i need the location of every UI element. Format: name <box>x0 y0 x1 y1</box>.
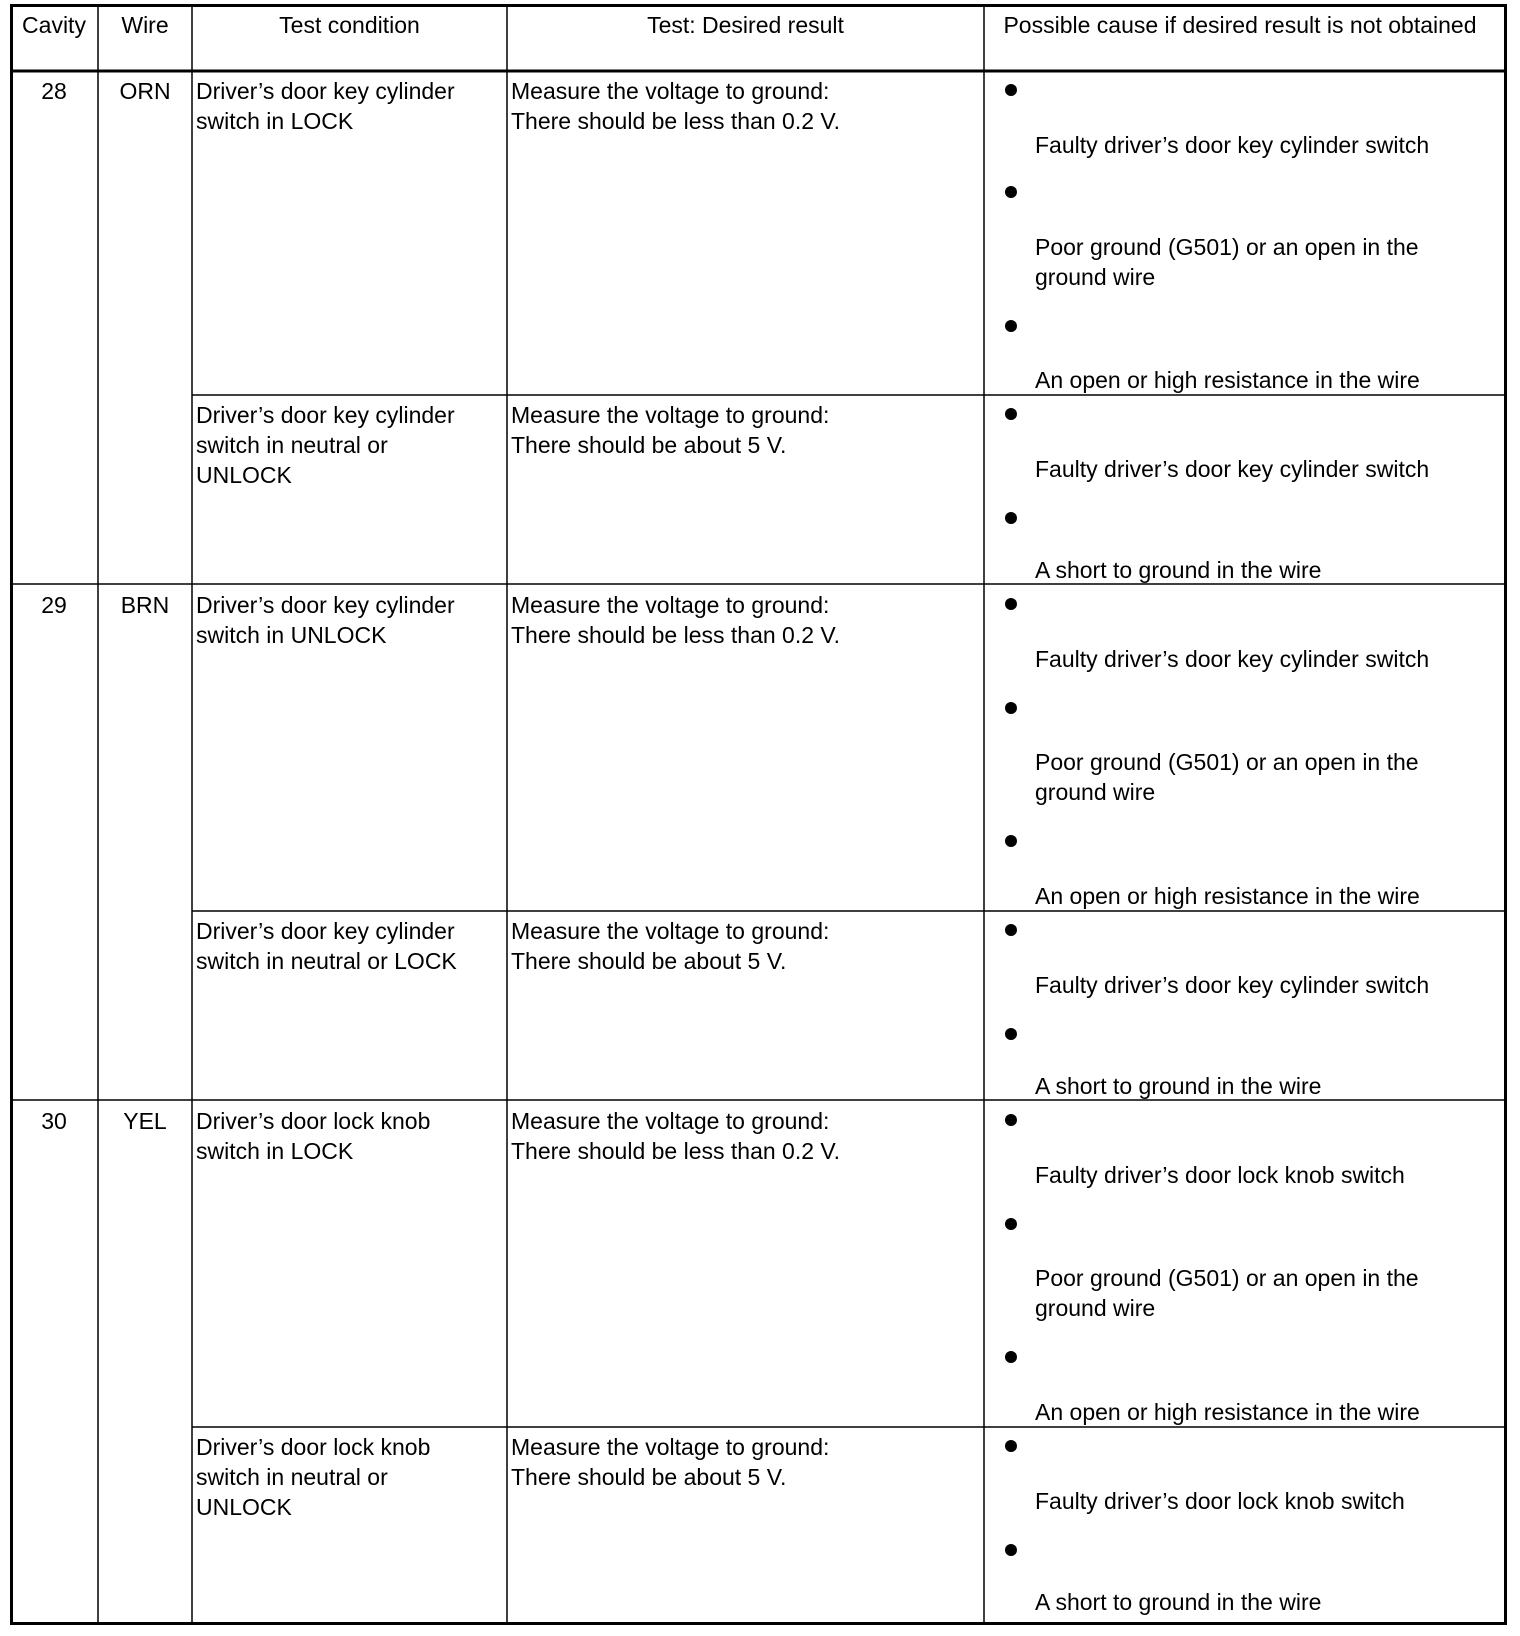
cause-item: An open or high resistance in the wire <box>1035 1399 1420 1425</box>
diagnostic-table <box>10 4 1507 1625</box>
cause-item: A short to ground in the wire <box>1035 1073 1322 1099</box>
bullet-icon <box>1005 84 1017 96</box>
bullet-icon <box>1005 702 1017 714</box>
bullet-icon <box>1005 512 1017 524</box>
wire-cell: BRN <box>120 592 170 618</box>
desired-result-cell: Measure the voltage to ground: There should be less than 0.2 V. <box>511 1108 841 1164</box>
bullet-icon <box>1005 1440 1017 1452</box>
test-condition-cell: Driver’s door key cylinder switch in UNLOCK <box>196 592 455 648</box>
bullet-icon <box>1005 1544 1017 1556</box>
cause-item: Faulty driver’s door lock knob switch <box>1035 1488 1405 1514</box>
cause-item: Faulty driver’s door key cylinder switch <box>1035 456 1430 482</box>
desired-result-cell: Measure the voltage to ground: There should be less than 0.2 V. <box>511 78 841 134</box>
header-cavity: Cavity <box>22 12 86 38</box>
bullet-icon <box>1005 1028 1017 1040</box>
bullet-icon <box>1005 1114 1017 1126</box>
bullet-icon <box>1005 1351 1017 1363</box>
wire-cell: ORN <box>119 78 171 104</box>
cavity-cell: 28 <box>41 78 67 104</box>
header-test-condition: Test condition <box>279 12 420 38</box>
bullet-icon <box>1005 186 1017 198</box>
bullet-icon <box>1005 598 1017 610</box>
header-possible-cause: Possible cause if desired result is not obtained <box>1003 12 1477 38</box>
cause-item: Faulty driver’s door key cylinder switch <box>1035 972 1430 998</box>
header-desired-result: Test: Desired result <box>647 12 844 38</box>
cavity-cell: 29 <box>41 592 67 618</box>
cause-item: Poor ground (G501) or an open in the ground wire <box>1035 1265 1419 1321</box>
desired-result-cell: Measure the voltage to ground: There should be about 5 V. <box>511 1434 830 1490</box>
test-condition-cell: Driver’s door key cylinder switch in neutral or UNLOCK <box>196 402 455 488</box>
cause-item: Faulty driver’s door lock knob switch <box>1035 1162 1405 1188</box>
cause-item: Poor ground (G501) or an open in the ground wire <box>1035 749 1419 805</box>
cavity-cell: 30 <box>41 1108 67 1134</box>
test-condition-cell: Driver’s door lock knob switch in LOCK <box>196 1108 431 1164</box>
cause-item: A short to ground in the wire <box>1035 1589 1322 1615</box>
cause-item: An open or high resistance in the wire <box>1035 883 1420 909</box>
wire-cell: YEL <box>123 1108 167 1134</box>
test-condition-cell: Driver’s door key cylinder switch in neutral or LOCK <box>196 918 457 974</box>
header-wire: Wire <box>121 12 169 38</box>
desired-result-cell: Measure the voltage to ground: There should be less than 0.2 V. <box>511 592 841 648</box>
test-condition-cell: Driver’s door key cylinder switch in LOCK <box>196 78 455 134</box>
cause-item: A short to ground in the wire <box>1035 557 1322 583</box>
bullet-icon <box>1005 924 1017 936</box>
desired-result-cell: Measure the voltage to ground: There should be about 5 V. <box>511 918 830 974</box>
bullet-icon <box>1005 835 1017 847</box>
bullet-icon <box>1005 408 1017 420</box>
desired-result-cell: Measure the voltage to ground: There should be about 5 V. <box>511 402 830 458</box>
cause-item: Faulty driver’s door key cylinder switch <box>1035 132 1430 158</box>
cause-item: Faulty driver’s door key cylinder switch <box>1035 646 1430 672</box>
test-condition-cell: Driver’s door lock knob switch in neutral or UNLOCK <box>196 1434 431 1520</box>
cause-item: Poor ground (G501) or an open in the ground wire <box>1035 234 1419 290</box>
cause-item: An open or high resistance in the wire <box>1035 367 1420 393</box>
bullet-icon <box>1005 1218 1017 1230</box>
bullet-icon <box>1005 320 1017 332</box>
